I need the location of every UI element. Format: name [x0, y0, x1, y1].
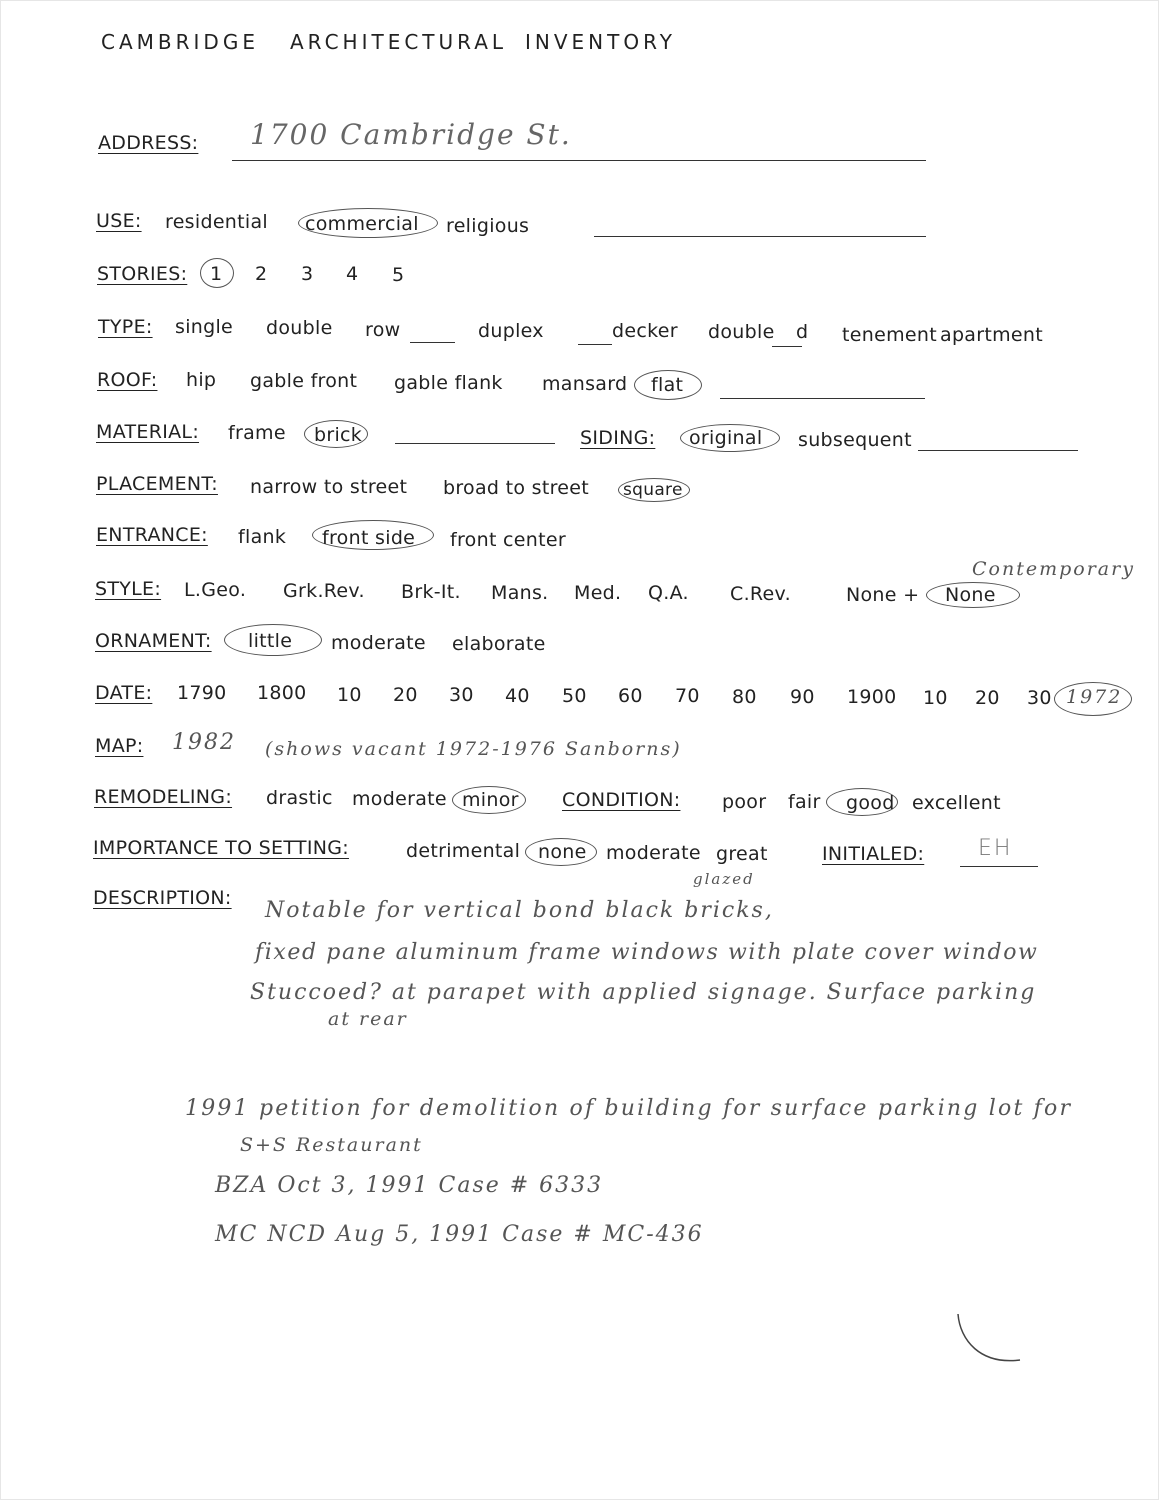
- date-option-1910: 10: [923, 687, 948, 709]
- description-line-2: fixed pane aluminum frame windows with plate cover window: [255, 940, 1039, 965]
- date-option-70: 70: [675, 685, 700, 707]
- type-option-single: single: [175, 316, 234, 338]
- style-option-brkit: Brk-It.: [401, 581, 461, 603]
- date-option-50: 50: [562, 685, 587, 707]
- roof-option-flat: flat: [651, 374, 684, 396]
- placement-label: PLACEMENT:: [96, 473, 218, 495]
- siding-label: SIDING:: [580, 427, 656, 449]
- importance-option-great: great: [716, 843, 768, 865]
- form-title-cambridge: CAMBRIDGE: [101, 30, 259, 54]
- date-option-40: 40: [505, 685, 530, 707]
- initialed-value: EH: [978, 836, 1013, 861]
- style-note-contemporary: Contemporary: [972, 558, 1135, 580]
- notes-line-4: MC NCD Aug 5, 1991 Case # MC-436: [215, 1222, 704, 1247]
- material-label: MATERIAL:: [96, 421, 200, 443]
- remodeling-option-drastic: drastic: [266, 787, 333, 809]
- siding-option-original: original: [689, 427, 763, 449]
- roof-option-hip: hip: [186, 369, 217, 391]
- condition-option-excellent: excellent: [912, 792, 1001, 814]
- style-option-none: None: [945, 584, 996, 606]
- type-option-d: d: [796, 321, 809, 343]
- stray-pencil-mark: [950, 1310, 1030, 1370]
- date-option-60: 60: [618, 685, 643, 707]
- placement-option-square: square: [623, 480, 683, 500]
- date-option-80: 80: [732, 686, 757, 708]
- type-option-double-decker: double: [708, 321, 775, 343]
- entrance-option-front-center: front center: [450, 529, 566, 551]
- type-decker-blank: [578, 344, 612, 345]
- material-option-frame: frame: [228, 422, 286, 444]
- initialed-line: [960, 866, 1038, 867]
- type-row-blank: [410, 342, 455, 343]
- condition-option-fair: fair: [788, 791, 821, 813]
- remodeling-label: REMODELING:: [94, 786, 233, 808]
- date-option-1920: 20: [975, 687, 1000, 709]
- roof-blank-line: [720, 398, 925, 399]
- stories-option-2: 2: [255, 263, 268, 285]
- description-line-4: at rear: [328, 1008, 408, 1030]
- type-option-duplex: duplex: [478, 320, 544, 342]
- importance-option-moderate: moderate: [606, 842, 701, 864]
- type-option-double: double: [266, 317, 333, 339]
- date-option-30: 30: [449, 684, 474, 706]
- condition-option-good: good: [846, 792, 895, 814]
- style-label: STYLE:: [95, 578, 162, 600]
- map-note: (shows vacant 1972-1976 Sanborns): [265, 738, 682, 760]
- stories-option-5: 5: [392, 264, 405, 286]
- roof-option-gable-front: gable front: [250, 370, 358, 392]
- notes-line-1: 1991 petition for demolition of building for surface parking lot for: [185, 1096, 1073, 1121]
- condition-option-poor: poor: [722, 791, 767, 813]
- stories-option-1: 1: [210, 263, 223, 285]
- style-option-none-plus: None +: [846, 584, 920, 606]
- date-option-1930: 30: [1027, 687, 1052, 709]
- material-blank-line: [395, 443, 555, 444]
- type-option-apartment: apartment: [940, 324, 1043, 346]
- date-option-1790: 1790: [177, 682, 227, 704]
- siding-option-subsequent: subsequent: [798, 429, 912, 451]
- type-double-d-blank: [772, 346, 802, 347]
- date-option-20: 20: [393, 684, 418, 706]
- date-option-1800: 1800: [257, 682, 307, 704]
- date-option-10: 10: [337, 684, 362, 706]
- type-option-decker: decker: [612, 320, 678, 342]
- description-line-3: Stuccoed? at parapet with applied signage. Surface parking: [250, 980, 1037, 1005]
- entrance-label: ENTRANCE:: [96, 524, 208, 546]
- ornament-option-elaborate: elaborate: [452, 633, 546, 655]
- style-option-lgeo: L.Geo.: [184, 579, 247, 601]
- material-option-brick: brick: [314, 424, 363, 446]
- type-option-row: row: [365, 319, 401, 341]
- form-title-architectural: ARCHITECTURAL: [290, 30, 508, 54]
- type-option-tenement: tenement: [842, 324, 937, 346]
- importance-label: IMPORTANCE TO SETTING:: [93, 837, 349, 859]
- address-label: ADDRESS:: [98, 132, 199, 154]
- entrance-option-front-side: front side: [322, 527, 416, 549]
- stories-option-4: 4: [346, 263, 359, 285]
- style-option-grkrev: Grk.Rev.: [283, 580, 365, 602]
- remodeling-option-moderate: moderate: [352, 788, 447, 810]
- ornament-option-little: little: [248, 630, 293, 652]
- use-option-religious: religious: [446, 215, 530, 237]
- placement-option-broad: broad to street: [443, 477, 590, 499]
- address-value: 1700 Cambridge St.: [250, 118, 572, 151]
- ornament-label: ORNAMENT:: [95, 630, 212, 652]
- style-option-mans: Mans.: [491, 582, 549, 604]
- notes-line-3: BZA Oct 3, 1991 Case # 6333: [215, 1173, 604, 1198]
- placement-option-narrow: narrow to street: [250, 476, 408, 498]
- date-option-1900: 1900: [847, 686, 897, 708]
- remodeling-option-minor: minor: [462, 789, 519, 811]
- notes-line-2: S+S Restaurant: [240, 1134, 423, 1156]
- description-insert-glazed: glazed: [693, 870, 755, 888]
- date-option-90: 90: [790, 686, 815, 708]
- importance-option-detrimental: detrimental: [406, 840, 521, 862]
- entrance-option-flank: flank: [238, 526, 287, 548]
- roof-label: ROOF:: [97, 369, 158, 391]
- importance-option-none: none: [538, 841, 587, 863]
- date-value: 1972: [1066, 686, 1123, 708]
- roof-option-mansard: mansard: [542, 373, 628, 395]
- use-option-commercial: commercial: [305, 213, 419, 235]
- type-label: TYPE:: [98, 316, 153, 338]
- stories-label: STORIES:: [97, 263, 188, 285]
- map-value: 1982: [172, 730, 236, 755]
- map-label: MAP:: [95, 735, 144, 757]
- date-label: DATE:: [95, 682, 153, 704]
- address-line: [232, 160, 926, 161]
- form-title-inventory: INVENTORY: [525, 30, 676, 54]
- initialed-label: INITIALED:: [822, 843, 925, 865]
- use-blank-line: [594, 236, 926, 237]
- description-label: DESCRIPTION:: [93, 887, 232, 909]
- use-label: USE:: [96, 210, 142, 232]
- style-option-med: Med.: [574, 582, 622, 604]
- roof-option-gable-flank: gable flank: [394, 372, 503, 394]
- stories-option-3: 3: [301, 263, 314, 285]
- description-line-1: Notable for vertical bond black bricks,: [265, 898, 774, 923]
- siding-blank-line: [918, 450, 1078, 451]
- ornament-option-moderate: moderate: [331, 632, 426, 654]
- condition-label: CONDITION:: [562, 789, 681, 811]
- style-option-crev: C.Rev.: [730, 583, 791, 605]
- use-option-residential: residential: [165, 211, 269, 233]
- style-option-qa: Q.A.: [648, 582, 689, 604]
